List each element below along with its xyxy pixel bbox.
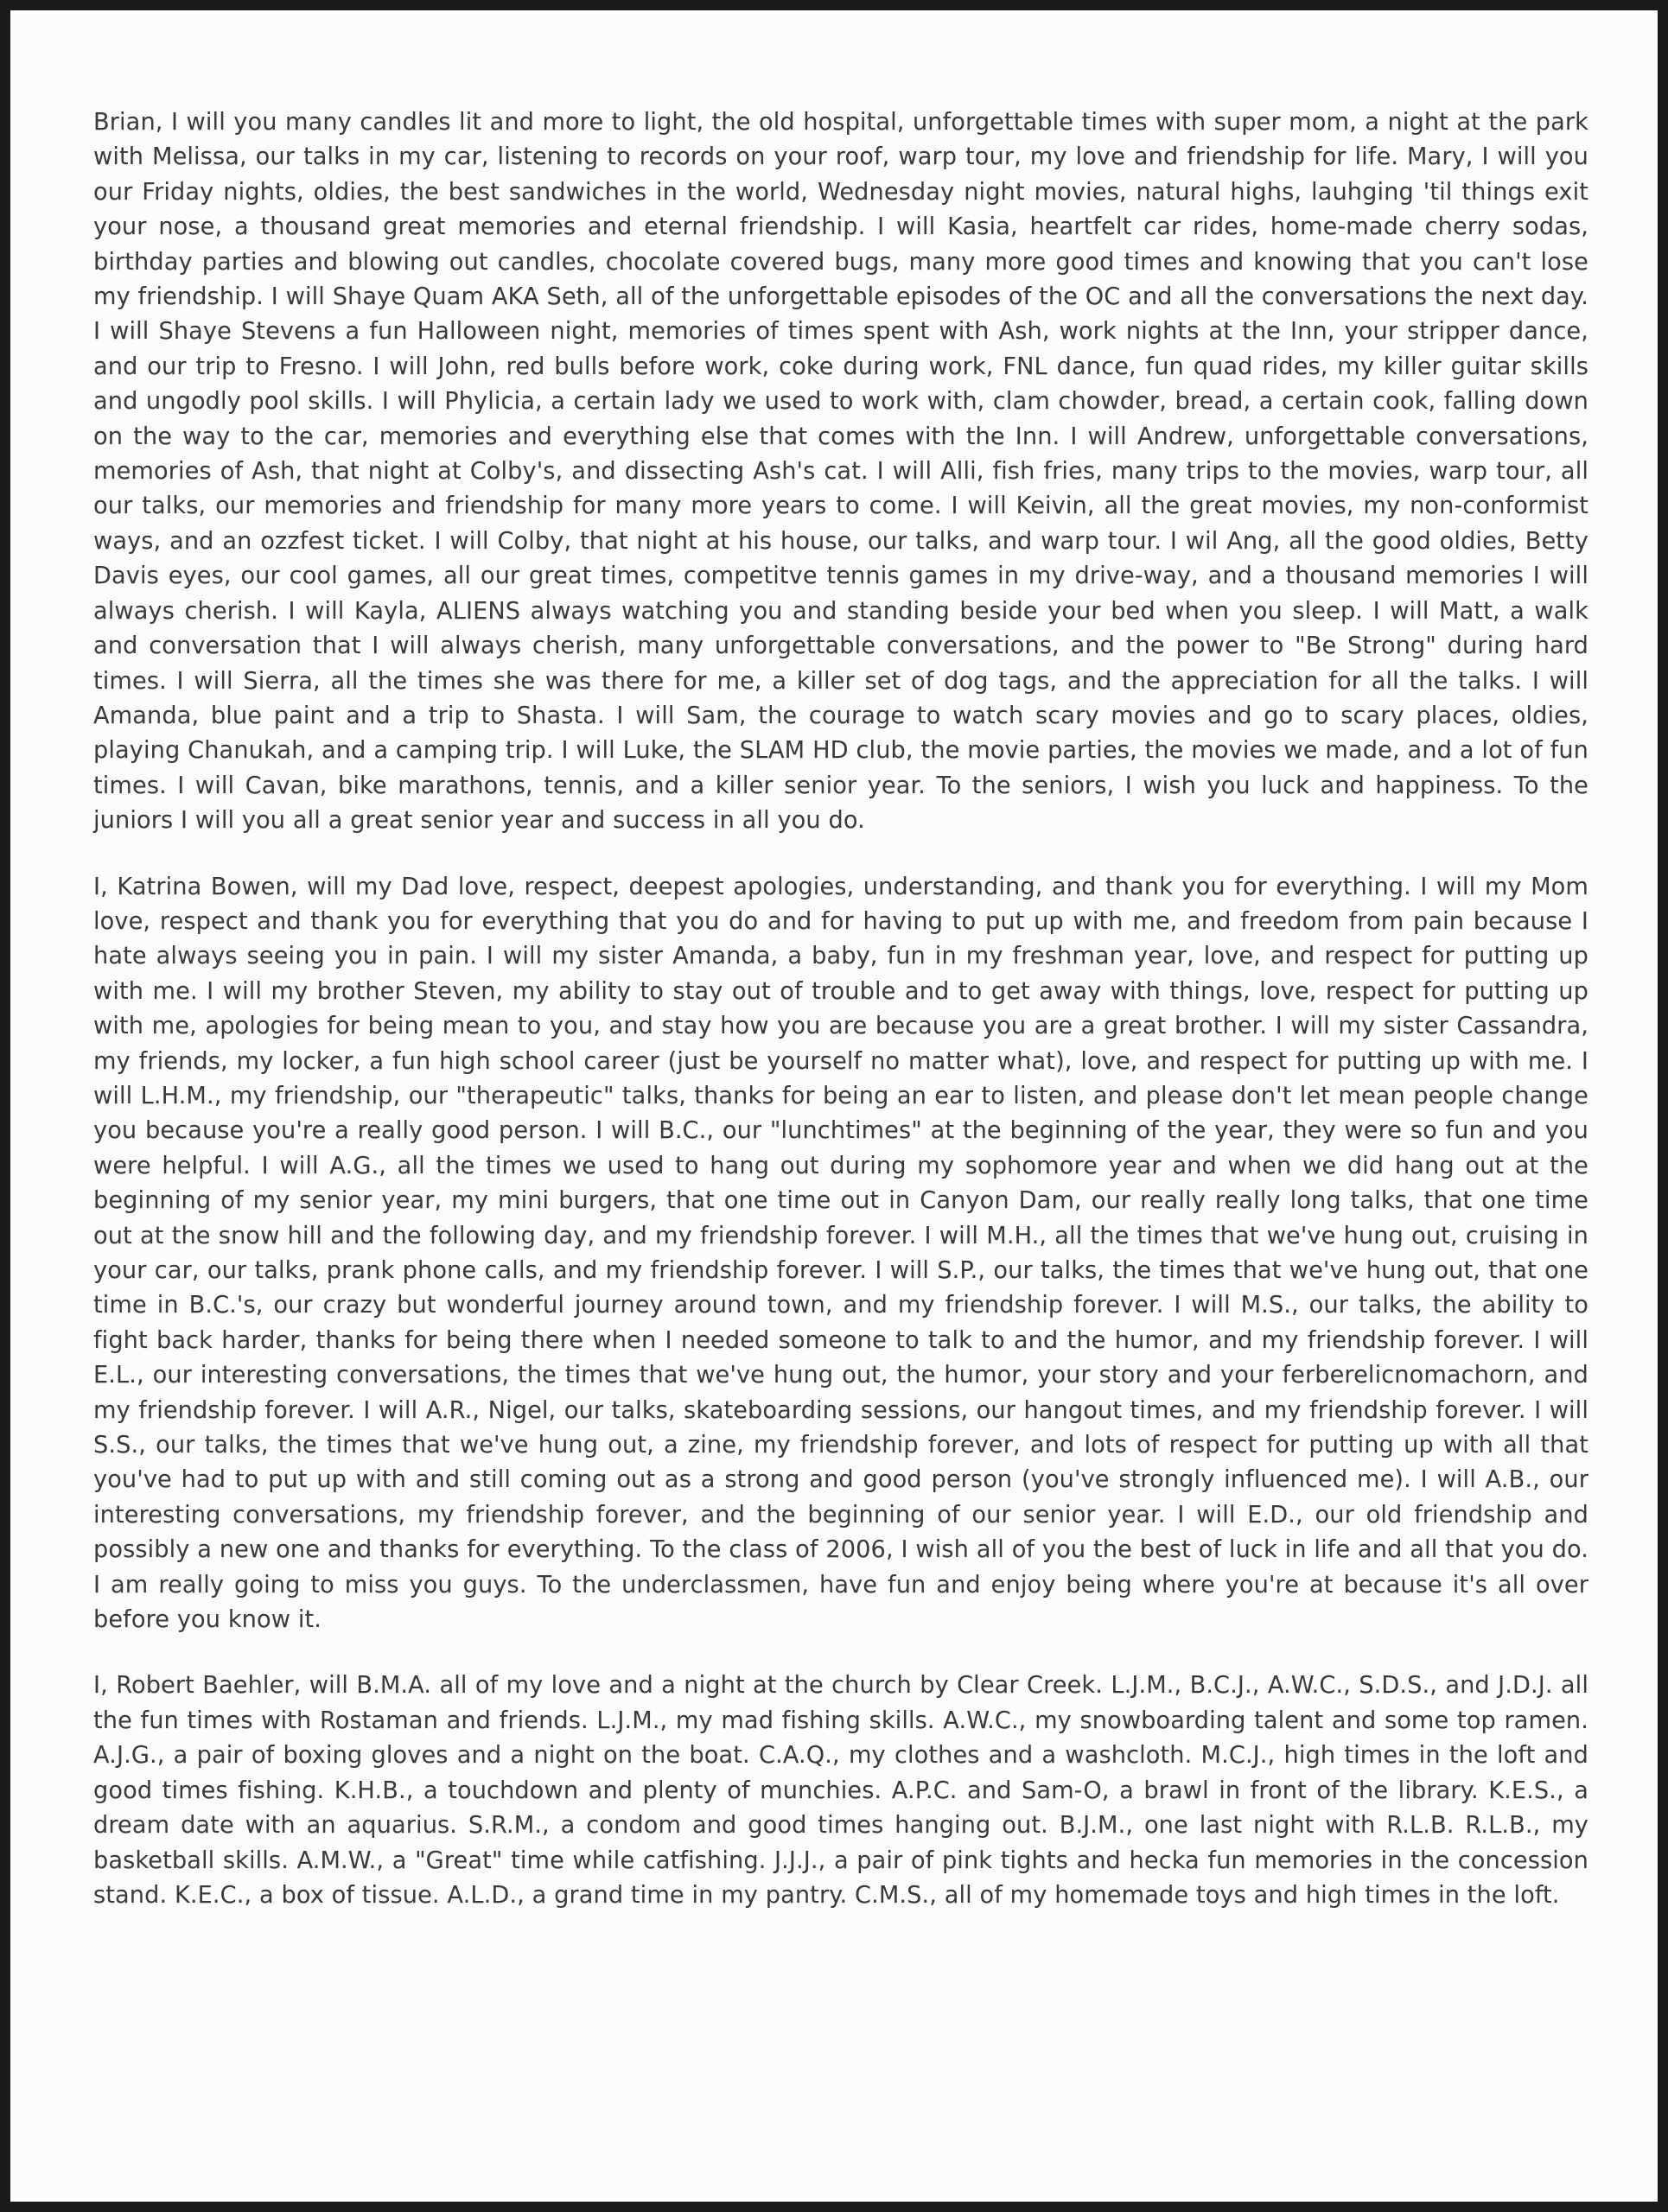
will-paragraph-brian-mary: Brian, I will you many candles lit and more to light, the old hospital, unforgettable times with super mom, a night at the park with Melissa, our talks in my car, listening to records on your roof, warp tour, my love and friendship for life. Mary, I will you our Friday nights, oldies, the best sandwiches in the world, Wednesday night movies, natural highs, lauhging 'til things exit your nose, a thousand great memories and eternal friendship. I will Kasia, heartfelt car rides, home-made cherry sodas, birthday parties and blowing out candles, chocolate covered bugs, many more good times and knowing that you can't lose my friendship. I will Shaye Quam AKA Seth, all of the unforgettable episodes of the OC and all the conversations the next day. I will Shaye Stevens a fun Halloween night, memories of times spent with Ash, work nights at the Inn, your stripper dance, and our trip to Fresno. I will John, red bulls before work, coke during work, FNL dance, fun quad rides, my killer guitar skills and ungodly pool skills. I will Phylicia, a certain lady we used to work with, clam chowder, bread, a certain cook, falling down on the way to the car, memories and everything else that comes with the Inn. I will Andrew, unforgettable conversations, memories of Ash, that night at Colby's, and dissecting Ash's cat. I will Alli, fish fries, many trips to the movies, warp tour, all our talks, our memories and friendship for many more years to come. I will Keivin, all the great movies, my non-conformist ways, and an ozzfest ticket. I will Colby, that night at his house, our talks, and warp tour. I wil Ang, all the good oldies, Betty Davis eyes, our cool games, all our great times, competitve tennis games in my drive-way, and a thousand memories I will always cherish. I will Kayla, ALIENS always watching you and standing beside your bed when you sleep. I will Matt, a walk and conversation that I will always cherish, many unforgettable conversations, and the power to "Be Strong" during hard times. I will Sierra, all the times she was there for me, a killer set of dog tags, and the appreciation for all the talks. I will Amanda, blue paint and a trip to Shasta. I will Sam, the courage to watch scary movies and go to scary places, oldies, playing Chanukah, and a camping trip. I will Luke, the SLAM HD club, the movie parties, the movies we made, and a lot of fun times. I will Cavan, bike marathons, tennis, and a killer senior year. To the seniors, I wish you luck and happiness. To the juniors I will you all a great senior year and success in all you do. <box>93 109 1588 835</box>
document-page <box>10 10 1658 2202</box>
document-body <box>93 105 1588 1944</box>
will-paragraph-robert-baehler: I, Robert Baehler, will B.M.A. all of my love and a night at the church by Clear Creek. L.J.M., B.C.J., A.W.C., S.D.S., and J.D.J. all the fun times with Rostaman and friends. L.J.M., my mad fishing skills. A.W.C., my snowboarding talent and some top ramen. A.J.G., a pair of boxing gloves and a night on the boat. C.A.Q., my clothes and a washcloth. M.C.J., high times in the loft and good times fishing. K.H.B., a touchdown and plenty of munchies. A.P.C. and Sam-O, a brawl in front of the library. K.E.S., a dream date with an aquarius. S.R.M., a condom and good times hanging out. B.J.M., one last night with R.L.B. R.L.B., my basketball skills. A.M.W., a "Great" time while catfishing. J.J.J., a pair of pink tights and hecka fun memories in the concession stand. K.E.C., a box of tissue. A.L.D., a grand time in my pantry. C.M.S., all of my homemade toys and high times in the loft. <box>93 1672 1588 1909</box>
will-paragraph-katrina-bowen: I, Katrina Bowen, will my Dad love, respect, deepest apologies, understanding, and thank you for everything. I will my Mom love, respect and thank you for everything that you do and for having to put up with me, and freedom from pain because I hate always seeing you in pain. I will my sister Amanda, a baby, fun in my freshman year, love, and respect for putting up with me. I will my brother Steven, my ability to stay out of trouble and to get away with things, love, respect for putting up with me, apologies for being mean to you, and stay how you are because you are a great brother. I will my sister Cassandra, my friends, my locker, a fun high school career (just be yourself no matter what), love, and respect for putting up with me. I will L.H.M., my friendship, our "therapeutic" talks, thanks for being an ear to listen, and please don't let mean people change you because you're a really good person. I will B.C., our "lunchtimes" at the beginning of the year, they were so fun and you were helpful. I will A.G., all the times we used to hang out during my sophomore year and when we did hang out at the beginning of my senior year, my mini burgers, that one time out in Canyon Dam, our really really long talks, that one time out at the snow hill and the following day, and my friendship forever. I will M.H., all the times that we've hung out, cruising in your car, our talks, prank phone calls, and my friendship forever. I will S.P., our talks, the times that we've hung out, that one time in B.C.'s, our crazy but wonderful journey around town, and my friendship forever. I will M.S., our talks, the ability to fight back harder, thanks for being there when I needed someone to talk to and the humor, and my friendship forever. I will E.L., our interesting conversations, the times that we've hung out, the humor, your story and your ferberelicnomachorn, and my friendship forever. I will A.R., Nigel, our talks, skateboarding sessions, our hangout times, and my friendship forever. I will S.S., our talks, the times that we've hung out, a zine, my friendship forever, and lots of respect for putting up with all that you've had to put up with and still coming out as a strong and good person (you've strongly influenced me). I will A.B., our interesting conversations, my friendship forever, and the beginning of our senior year. I will E.D., our old friendship and possibly a new one and thanks for everything. To the class of 2006, I wish all of you the best of luck in life and all that you do. I am really going to miss you guys. To the underclassmen, have fun and enjoy being where you're at because it's all over before you know it. <box>93 873 1588 1634</box>
